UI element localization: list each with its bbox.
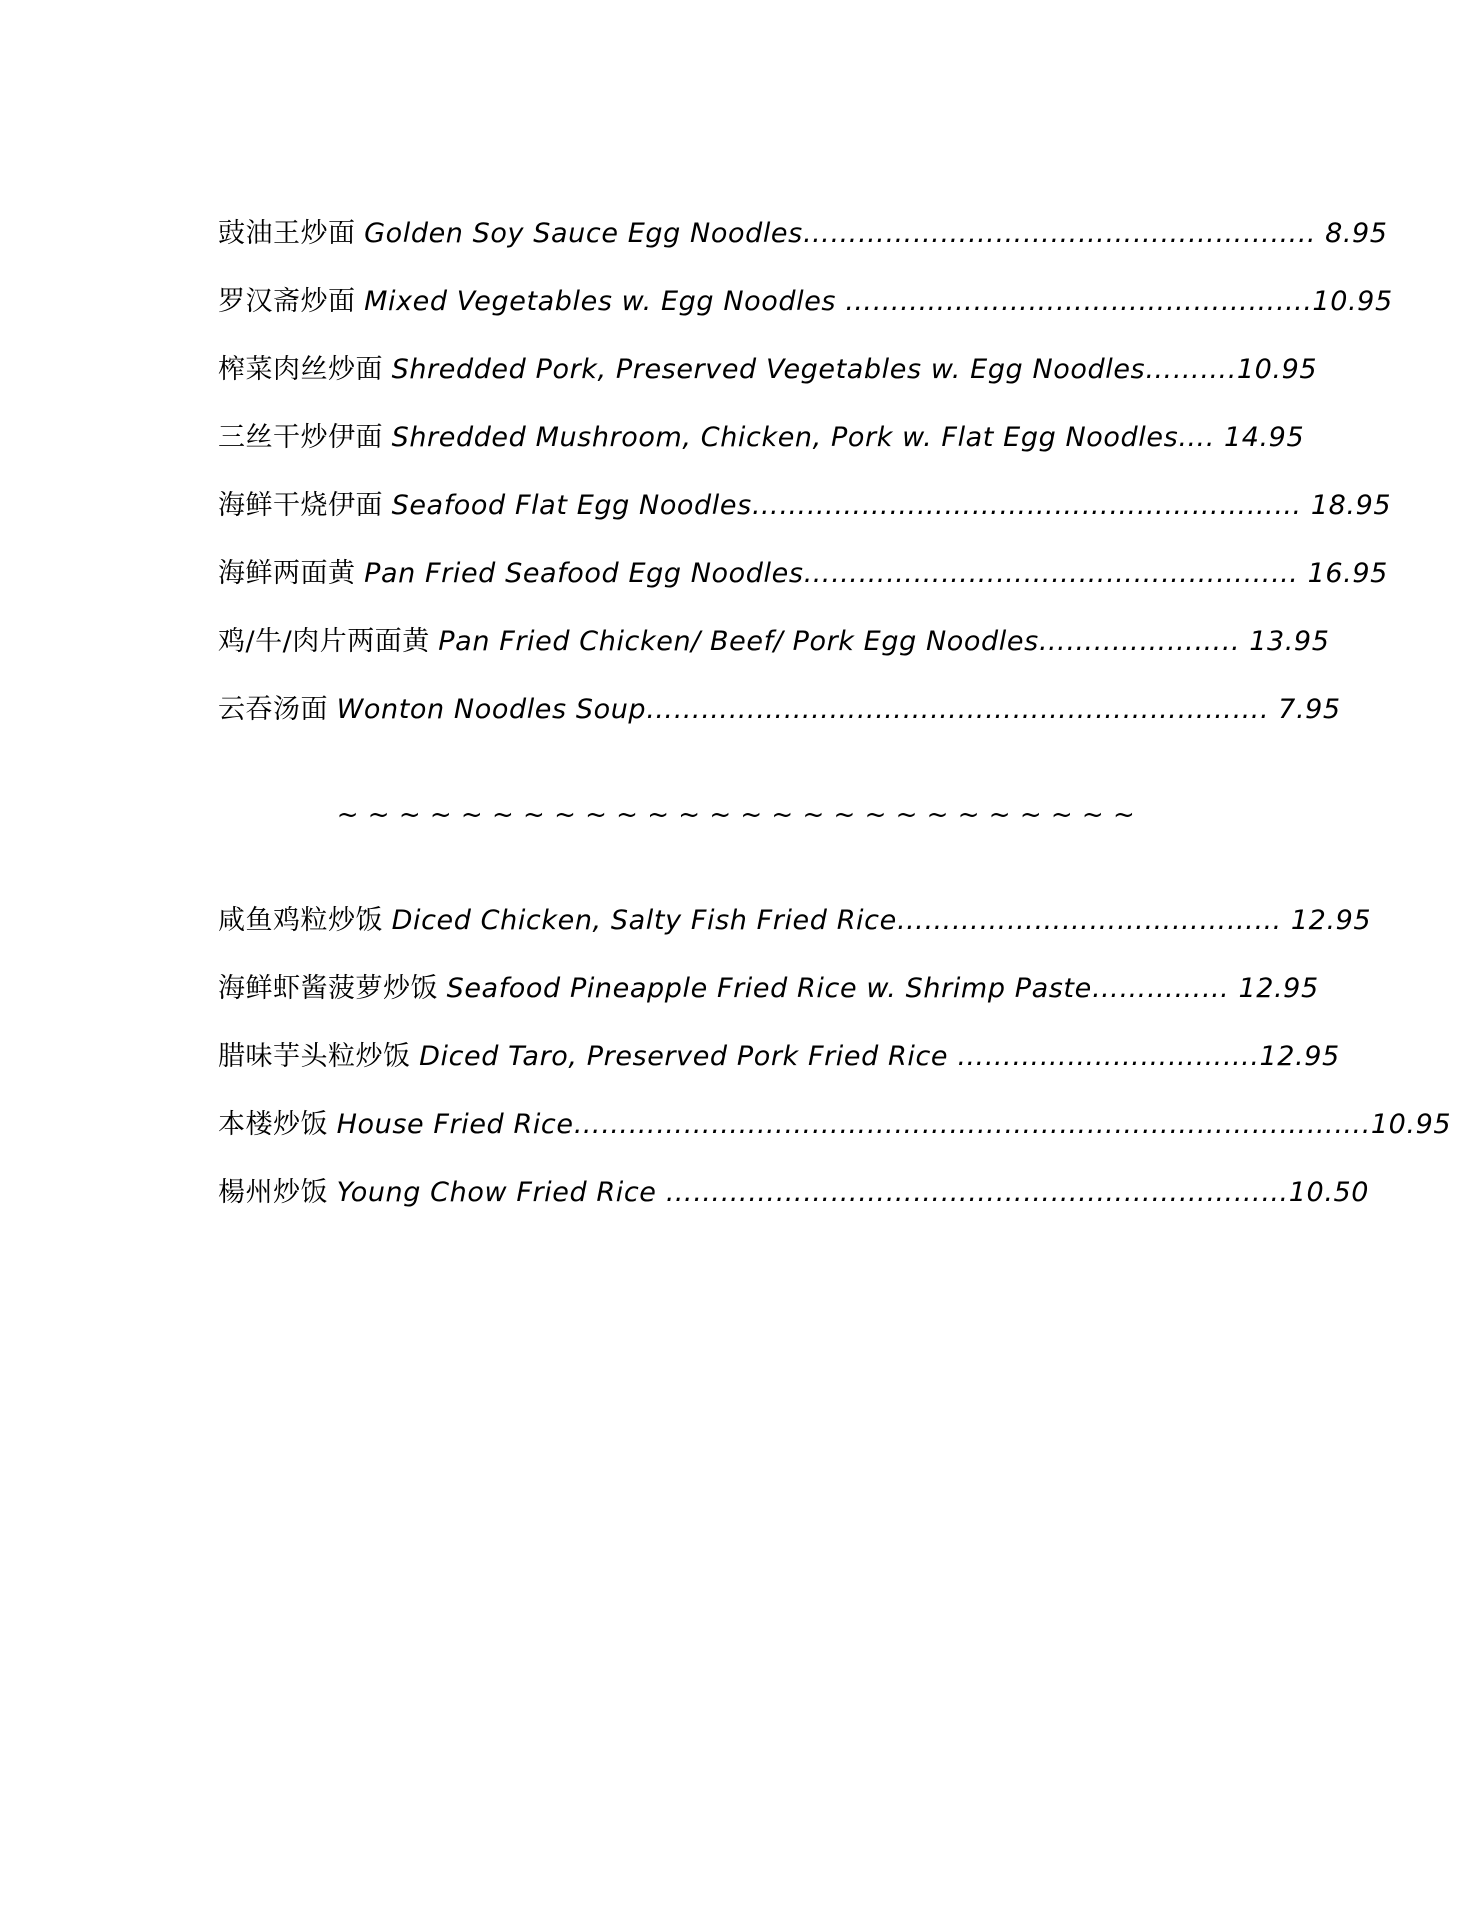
dot-leader: ……..………….. xyxy=(1038,626,1250,657)
item-chinese-name: 榨菜肉丝炒面 xyxy=(218,354,383,385)
item-price: 10.95 xyxy=(1312,286,1393,317)
item-english-name: Seafood Flat Egg Noodles xyxy=(391,490,752,521)
menu-item xyxy=(218,887,1372,955)
item-chinese-name: 海鲜干烧伊面 xyxy=(218,490,383,521)
item-price: 16.95 xyxy=(1307,558,1388,589)
menu-page xyxy=(218,200,1452,1227)
dot-leader: …………… xyxy=(1091,973,1239,1004)
item-chinese-name: 云吞汤面 xyxy=(218,694,328,725)
dot-leader: ………. xyxy=(1145,354,1237,385)
menu-item xyxy=(218,268,1393,336)
item-english-name: Diced Taro, Preserved Pork Fried Rice xyxy=(419,1041,949,1072)
rice-section xyxy=(218,887,1452,1227)
item-english-name: Shredded Pork, Preserved Vegetables w. Egg Noodles xyxy=(391,354,1146,385)
noodles-section xyxy=(218,200,1393,744)
item-english-name: Golden Soy Sauce Egg Noodles xyxy=(364,218,803,249)
dot-leader: ……………………………………………….. xyxy=(802,218,1326,249)
menu-item xyxy=(218,1023,1340,1091)
section-separator: ~ ~ ~ ~ ~ ~ ~ ~ ~ ~ ~ ~ ~ ~ ~ ~ ~ ~ ~ ~ ~ ~ ~ ~ ~ ~ xyxy=(336,800,1136,830)
item-price: 12.95 xyxy=(1290,905,1372,936)
item-price: 14.95 xyxy=(1223,422,1305,453)
item-english-name: Young Chow Fried Rice xyxy=(336,1177,657,1208)
menu-item xyxy=(218,472,1392,540)
dot-leader: …………………………………… xyxy=(896,905,1291,936)
menu-item xyxy=(218,336,1318,404)
item-chinese-name: 楊州炒饭 xyxy=(218,1177,328,1208)
dot-leader: ………………..…………………………………………………………. xyxy=(573,1109,1371,1140)
item-chinese-name: 本楼炒饭 xyxy=(218,1109,328,1140)
item-chinese-name: 海鲜两面黄 xyxy=(218,558,356,589)
dot-leader: …. xyxy=(1178,422,1224,453)
menu-item xyxy=(218,404,1305,472)
menu-item xyxy=(218,540,1388,608)
menu-item xyxy=(218,955,1319,1023)
item-chinese-name: 三丝干炒伊面 xyxy=(218,422,383,453)
item-price: 10.95 xyxy=(1236,354,1318,385)
dot-leader: ……..……………………………………. xyxy=(836,286,1313,317)
item-english-name: Shredded Mushroom, Chicken, Pork w. Flat Egg Noodles xyxy=(391,422,1179,453)
menu-item xyxy=(218,1091,1452,1159)
item-price: 10.50 xyxy=(1288,1177,1370,1208)
item-price: 18.95 xyxy=(1310,490,1392,521)
item-english-name: Diced Chicken, Salty Fish Fried Rice xyxy=(391,905,897,936)
menu-item xyxy=(218,676,1341,744)
dot-leader: ………………………………………..………………… xyxy=(656,1177,1289,1208)
item-price: 12.95 xyxy=(1238,973,1319,1004)
menu-item xyxy=(218,608,1330,676)
item-chinese-name: 鸡/牛/肉片两面黄 xyxy=(218,626,430,657)
dot-leader: ……………………………………………… xyxy=(803,558,1308,589)
item-price: 7.95 xyxy=(1278,694,1341,725)
item-chinese-name: 罗汉斋炒面 xyxy=(218,286,356,317)
item-chinese-name: 腊味芋头粒炒饭 xyxy=(218,1041,411,1072)
menu-item xyxy=(218,1159,1370,1227)
item-english-name: Pan Fried Seafood Egg Noodles xyxy=(364,558,804,589)
item-price: 13.95 xyxy=(1249,626,1330,657)
dot-leader: …………………………………………………… xyxy=(751,490,1311,521)
item-english-name: Pan Fried Chicken/ Beef/ Pork Egg Noodles xyxy=(438,626,1039,657)
menu-item xyxy=(218,200,1388,268)
item-chinese-name: 咸鱼鸡粒炒饭 xyxy=(218,905,383,936)
item-english-name: Seafood Pineapple Fried Rice w. Shrimp Paste xyxy=(446,973,1092,1004)
item-english-name: House Fried Rice xyxy=(336,1109,574,1140)
item-chinese-name: 豉油王炒面 xyxy=(218,218,356,249)
dot-leader: ……………..……………. xyxy=(948,1041,1260,1072)
item-chinese-name: 海鲜虾酱菠萝炒饭 xyxy=(218,973,438,1004)
item-price: 10.95 xyxy=(1370,1109,1452,1140)
item-price: 12.95 xyxy=(1259,1041,1340,1072)
item-english-name: Wonton Noodles Soup xyxy=(336,694,647,725)
item-english-name: Mixed Vegetables w. Egg Noodles xyxy=(364,286,837,317)
dot-leader: ………………..…..……………………………………. xyxy=(646,694,1279,725)
item-price: 8.95 xyxy=(1325,218,1388,249)
